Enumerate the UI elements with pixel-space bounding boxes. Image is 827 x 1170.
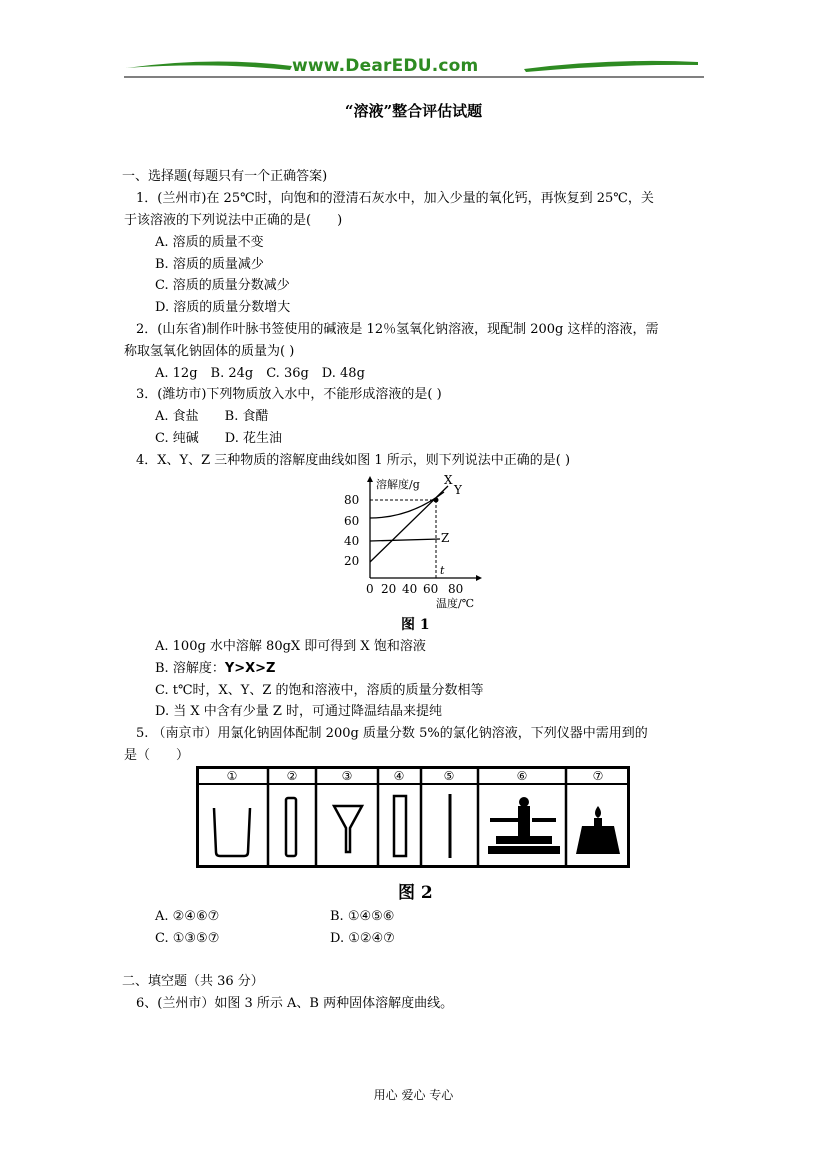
instrument-label-6: ⑥ xyxy=(516,769,528,783)
q5-option-a: A. ②④⑥⑦ xyxy=(155,909,220,924)
figure1-ylabel: 溶解度/g xyxy=(376,478,420,491)
xtick-0: 0 xyxy=(366,582,374,596)
header-site-name: www.DearEDU.com xyxy=(292,56,479,76)
graduated-cylinder-icon xyxy=(394,796,406,856)
instrument-label-7: ⑦ xyxy=(592,769,604,783)
q3-options-row2: C. 纯碱 D. 花生油 xyxy=(155,431,282,446)
instrument-label-4: ④ xyxy=(393,769,405,783)
q3-options-row1: A. 食盐 B. 食醋 xyxy=(155,409,269,424)
q4-option-d: D. 当 X 中含有少量 Z 时，可通过降温结晶来提纯 xyxy=(155,704,443,719)
test-tube-icon xyxy=(286,798,296,856)
xtick-40: 40 xyxy=(402,582,418,596)
q2-line2: 称取氢氧化钠固体的质量为( ) xyxy=(124,344,295,359)
figure1-xlabel: 温度/℃ xyxy=(436,597,475,610)
beaker-icon xyxy=(214,808,250,856)
curve-y xyxy=(370,492,444,518)
ytick-40: 40 xyxy=(344,534,360,548)
q4-option-b: B. 溶解度：Y>X>Z xyxy=(155,661,276,676)
q1-option-d: D. 溶质的质量分数增大 xyxy=(155,300,291,315)
label-x: X xyxy=(444,473,453,487)
figure2-instruments xyxy=(196,766,630,868)
ytick-60: 60 xyxy=(344,514,360,528)
balance-icon xyxy=(488,797,560,854)
curve-z xyxy=(370,539,440,541)
xtick-20: 20 xyxy=(381,582,397,596)
page-title: “溶液”整合评估试题 xyxy=(344,102,483,120)
figure1-caption: 图 1 xyxy=(401,617,430,633)
instrument-label-5: ⑤ xyxy=(443,769,455,783)
q5-option-b: B. ①④⑤⑥ xyxy=(330,909,395,924)
q1-option-a: A. 溶质的质量不变 xyxy=(155,235,264,250)
figure2-caption: 图 2 xyxy=(398,883,433,903)
q2-options: A. 12g B. 24g C. 36g D. 48g xyxy=(155,366,365,381)
q5-option-d: D. ①②④⑦ xyxy=(330,931,395,946)
funnel-icon xyxy=(334,806,362,852)
label-y: Y xyxy=(454,483,462,497)
instrument-label-2: ② xyxy=(286,769,298,783)
xtick-80: 80 xyxy=(448,582,464,596)
alcohol-lamp-icon xyxy=(576,806,620,854)
ytick-80: 80 xyxy=(344,493,360,507)
figure1-solubility-chart xyxy=(340,470,490,610)
q2-line1: 2．(山东省)制作叶脉书签使用的碱液是 12％氢氧化钠溶液，现配制 200g 这样的溶液，需 xyxy=(136,322,659,337)
q6-line1: 6、(兰州市）如图 3 所示 A、B 两种固体溶解度曲线。 xyxy=(136,996,454,1011)
page-footer: 用心 爱心 专心 xyxy=(373,1088,454,1102)
instrument-label-3: ③ xyxy=(341,769,353,783)
q3-line1: 3．(潍坊市)下列物质放入水中，不能形成溶液的是( ) xyxy=(136,387,442,402)
section2-heading: 二、填空题（共 36 分） xyxy=(122,974,264,989)
section1-heading: 一、选择题(每题只有一个正确答案) xyxy=(122,169,328,184)
xtick-60: 60 xyxy=(423,582,439,596)
ytick-20: 20 xyxy=(344,554,360,568)
q1-option-b: B. 溶质的质量减少 xyxy=(155,257,264,272)
instrument-label-1: ① xyxy=(226,769,238,783)
q4-option-a: A. 100g 水中溶解 80gX 即可得到 X 饱和溶液 xyxy=(155,639,426,654)
q4-option-c: C. t℃时，X、Y、Z 的饱和溶液中，溶质的质量分数相等 xyxy=(155,683,484,698)
q5-line1: 5. （南京市）用氯化钠固体配制 200g 质量分数 5%的氯化钠溶液，下列仪器中需用到的 xyxy=(136,726,648,741)
q5-line2: 是（ ） xyxy=(124,748,190,763)
q4-line1: 4．X、Y、Z 三种物质的溶解度曲线如图 1 所示，则下列说法中正确的是( ) xyxy=(136,453,571,468)
label-z: Z xyxy=(441,531,450,545)
q5-option-c: C. ①③⑤⑦ xyxy=(155,931,220,946)
q1-line1: 1．(兰州市)在 25℃时，向饱和的澄清石灰水中，加入少量的氧化钙，再恢复到 25℃，关 xyxy=(136,191,654,206)
q1-line2: 于该溶液的下列说法中正确的是( ) xyxy=(124,213,343,228)
label-t: t xyxy=(440,564,445,577)
q1-option-c: C. 溶质的质量分数减少 xyxy=(155,278,290,293)
